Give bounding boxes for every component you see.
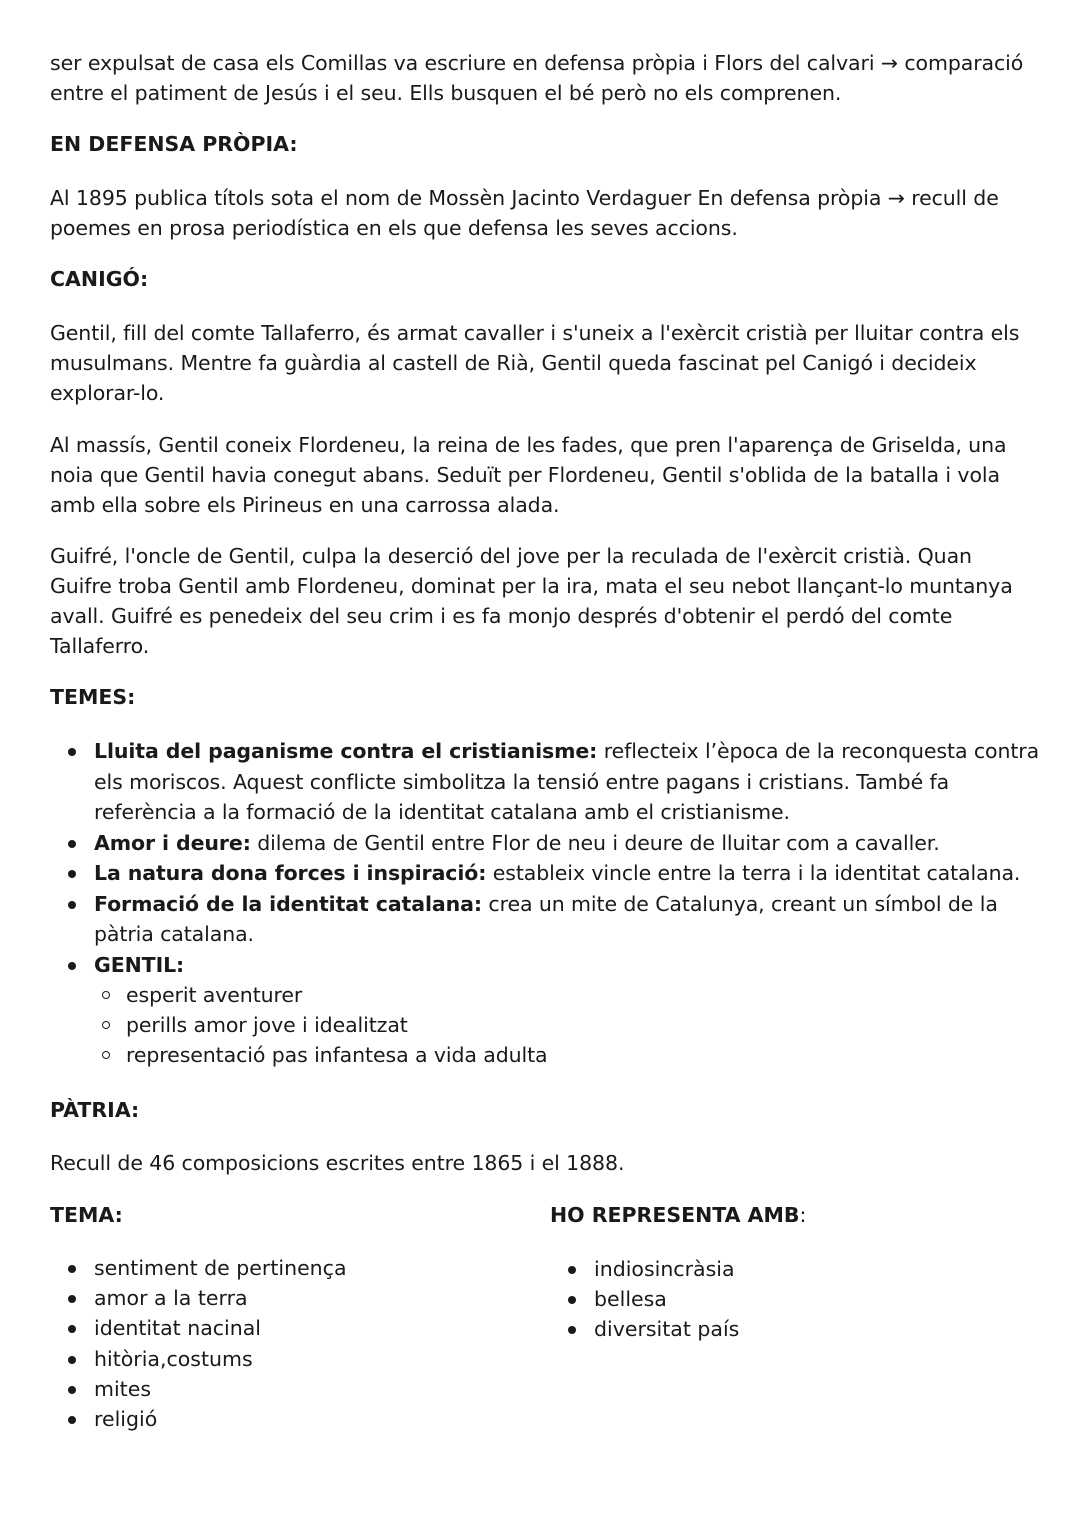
bullet-icon bbox=[68, 1416, 76, 1424]
list-item: bellesa bbox=[550, 1284, 1030, 1314]
heading-canigo: CANIGÓ: bbox=[50, 267, 149, 291]
heading-ho-representa-amb: HO REPRESENTA AMB: bbox=[550, 1203, 807, 1227]
list-item: hitòria,costums bbox=[50, 1344, 530, 1374]
list-item: sentiment de pertinença bbox=[50, 1253, 530, 1283]
tema-title: Formació de la identitat catalana: bbox=[94, 891, 482, 916]
canigo-paragraph-3: Guifré, l'oncle de Gentil, culpa la deserció del jove per la reculada de l'exèrcit cristià. Quan Guifre troba Gentil amb Flordeneu, dominat per la ira, mata el seu nebot llançant-lo muntanya avall. Guifré es penedeix del seu crim i es fa monjo després d'obtenir el perdó del comte Tallaferro. bbox=[50, 544, 1013, 658]
representa-column bbox=[550, 1254, 1030, 1345]
bullet-icon bbox=[68, 870, 76, 878]
canigo-paragraph-1: Gentil, fill del comte Tallaferro, és armat cavaller i s'uneix a l'exèrcit cristià per lluitar contra els musulmans. Mentre fa guàrdia al castell de Rià, Gentil queda fascinat pel Canigó i decideix explorar-lo. bbox=[50, 321, 1020, 405]
bullet-icon bbox=[68, 840, 76, 848]
tema-text: reflecteix l’època de la reconquesta contra els moriscos. Aquest conflicte simbolitza la tensió entre pagans i cristians. També fa referència a la formació de la identitat catalana amb el cristianisme. bbox=[94, 739, 1040, 824]
hollow-bullet-icon bbox=[102, 991, 110, 999]
bullet-icon bbox=[68, 1265, 76, 1273]
bullet-icon bbox=[68, 1386, 76, 1394]
tema-text: estableix vincle entre la terra i la identitat catalana. bbox=[486, 861, 1021, 885]
heading-temes: TEMES: bbox=[50, 685, 136, 709]
list-item bbox=[50, 889, 1040, 950]
list-item: representació pas infantesa a vida adulta bbox=[50, 1040, 1040, 1070]
intro-paragraph: ser expulsat de casa els Comillas va escriure en defensa pròpia i Flors del calvari → comparació entre el patiment de Jesús i el seu. Ells busquen el bé però no els comprenen. bbox=[50, 51, 1024, 105]
canigo-paragraph-2: Al massís, Gentil coneix Flordeneu, la reina de les fades, que pren l'aparença de Griselda, una noia que Gentil havia conegut abans. Seduït per Flordeneu, Gentil s'oblida de la batalla i vola amb ella sobre els Pirineus en una carrossa alada. bbox=[50, 433, 1007, 517]
bullet-icon bbox=[568, 1326, 576, 1334]
tema-text: crea un mite de Catalunya, creant un símbol de la pàtria catalana. bbox=[94, 891, 998, 946]
tema-title: La natura dona forces i inspiració: bbox=[94, 861, 487, 885]
bullet-icon bbox=[68, 1295, 76, 1303]
list-item: amor a la terra bbox=[50, 1283, 530, 1313]
defensa-paragraph: Al 1895 publica títols sota el nom de Mossèn Jacinto Verdaguer En defensa pròpia → recull de poemes en prosa periodística en els que defensa les seves accions. bbox=[50, 186, 999, 240]
list-item bbox=[50, 858, 1040, 889]
tema-text: dilema de Gentil entre Flor de neu i deure de lluitar com a cavaller. bbox=[250, 830, 940, 855]
list-item bbox=[50, 736, 1040, 828]
heading-en-defensa-propia: EN DEFENSA PRÒPIA: bbox=[50, 132, 298, 156]
bullet-icon bbox=[68, 1325, 76, 1333]
list-item bbox=[50, 828, 1040, 859]
hollow-bullet-icon bbox=[102, 1021, 110, 1029]
heading-patria: PÀTRIA: bbox=[50, 1098, 140, 1122]
heading-tema: TEMA: bbox=[50, 1203, 123, 1227]
tema-title: Amor i deure: bbox=[94, 830, 251, 855]
gentil-title: GENTIL: bbox=[94, 952, 185, 977]
list-item: mites bbox=[50, 1374, 530, 1404]
bullet-icon bbox=[68, 962, 76, 970]
bullet-icon bbox=[568, 1266, 576, 1274]
bullet-icon bbox=[568, 1296, 576, 1304]
temes-list bbox=[50, 736, 1040, 1070]
list-item: diversitat país bbox=[550, 1314, 1030, 1344]
list-item: religió bbox=[50, 1404, 530, 1434]
patria-paragraph: Recull de 46 composicions escrites entre 1865 i el 1888. bbox=[50, 1151, 625, 1175]
tema-list bbox=[50, 1253, 530, 1434]
bullet-icon bbox=[68, 1356, 76, 1364]
list-item: indiosincràsia bbox=[550, 1254, 1030, 1284]
list-item: esperit aventurer bbox=[50, 980, 1040, 1010]
bullet-icon bbox=[68, 901, 76, 909]
tema-column bbox=[50, 1253, 530, 1434]
list-item: identitat nacinal bbox=[50, 1313, 530, 1343]
list-item: perills amor jove i idealitzat bbox=[50, 1010, 1040, 1040]
list-item-gentil bbox=[50, 950, 1040, 1071]
bullet-icon bbox=[68, 748, 76, 756]
tema-title: Lluita del paganisme contra el cristianisme: bbox=[94, 739, 598, 763]
gentil-sublist bbox=[94, 980, 1040, 1070]
representa-list bbox=[550, 1254, 1030, 1345]
hollow-bullet-icon bbox=[102, 1051, 110, 1059]
